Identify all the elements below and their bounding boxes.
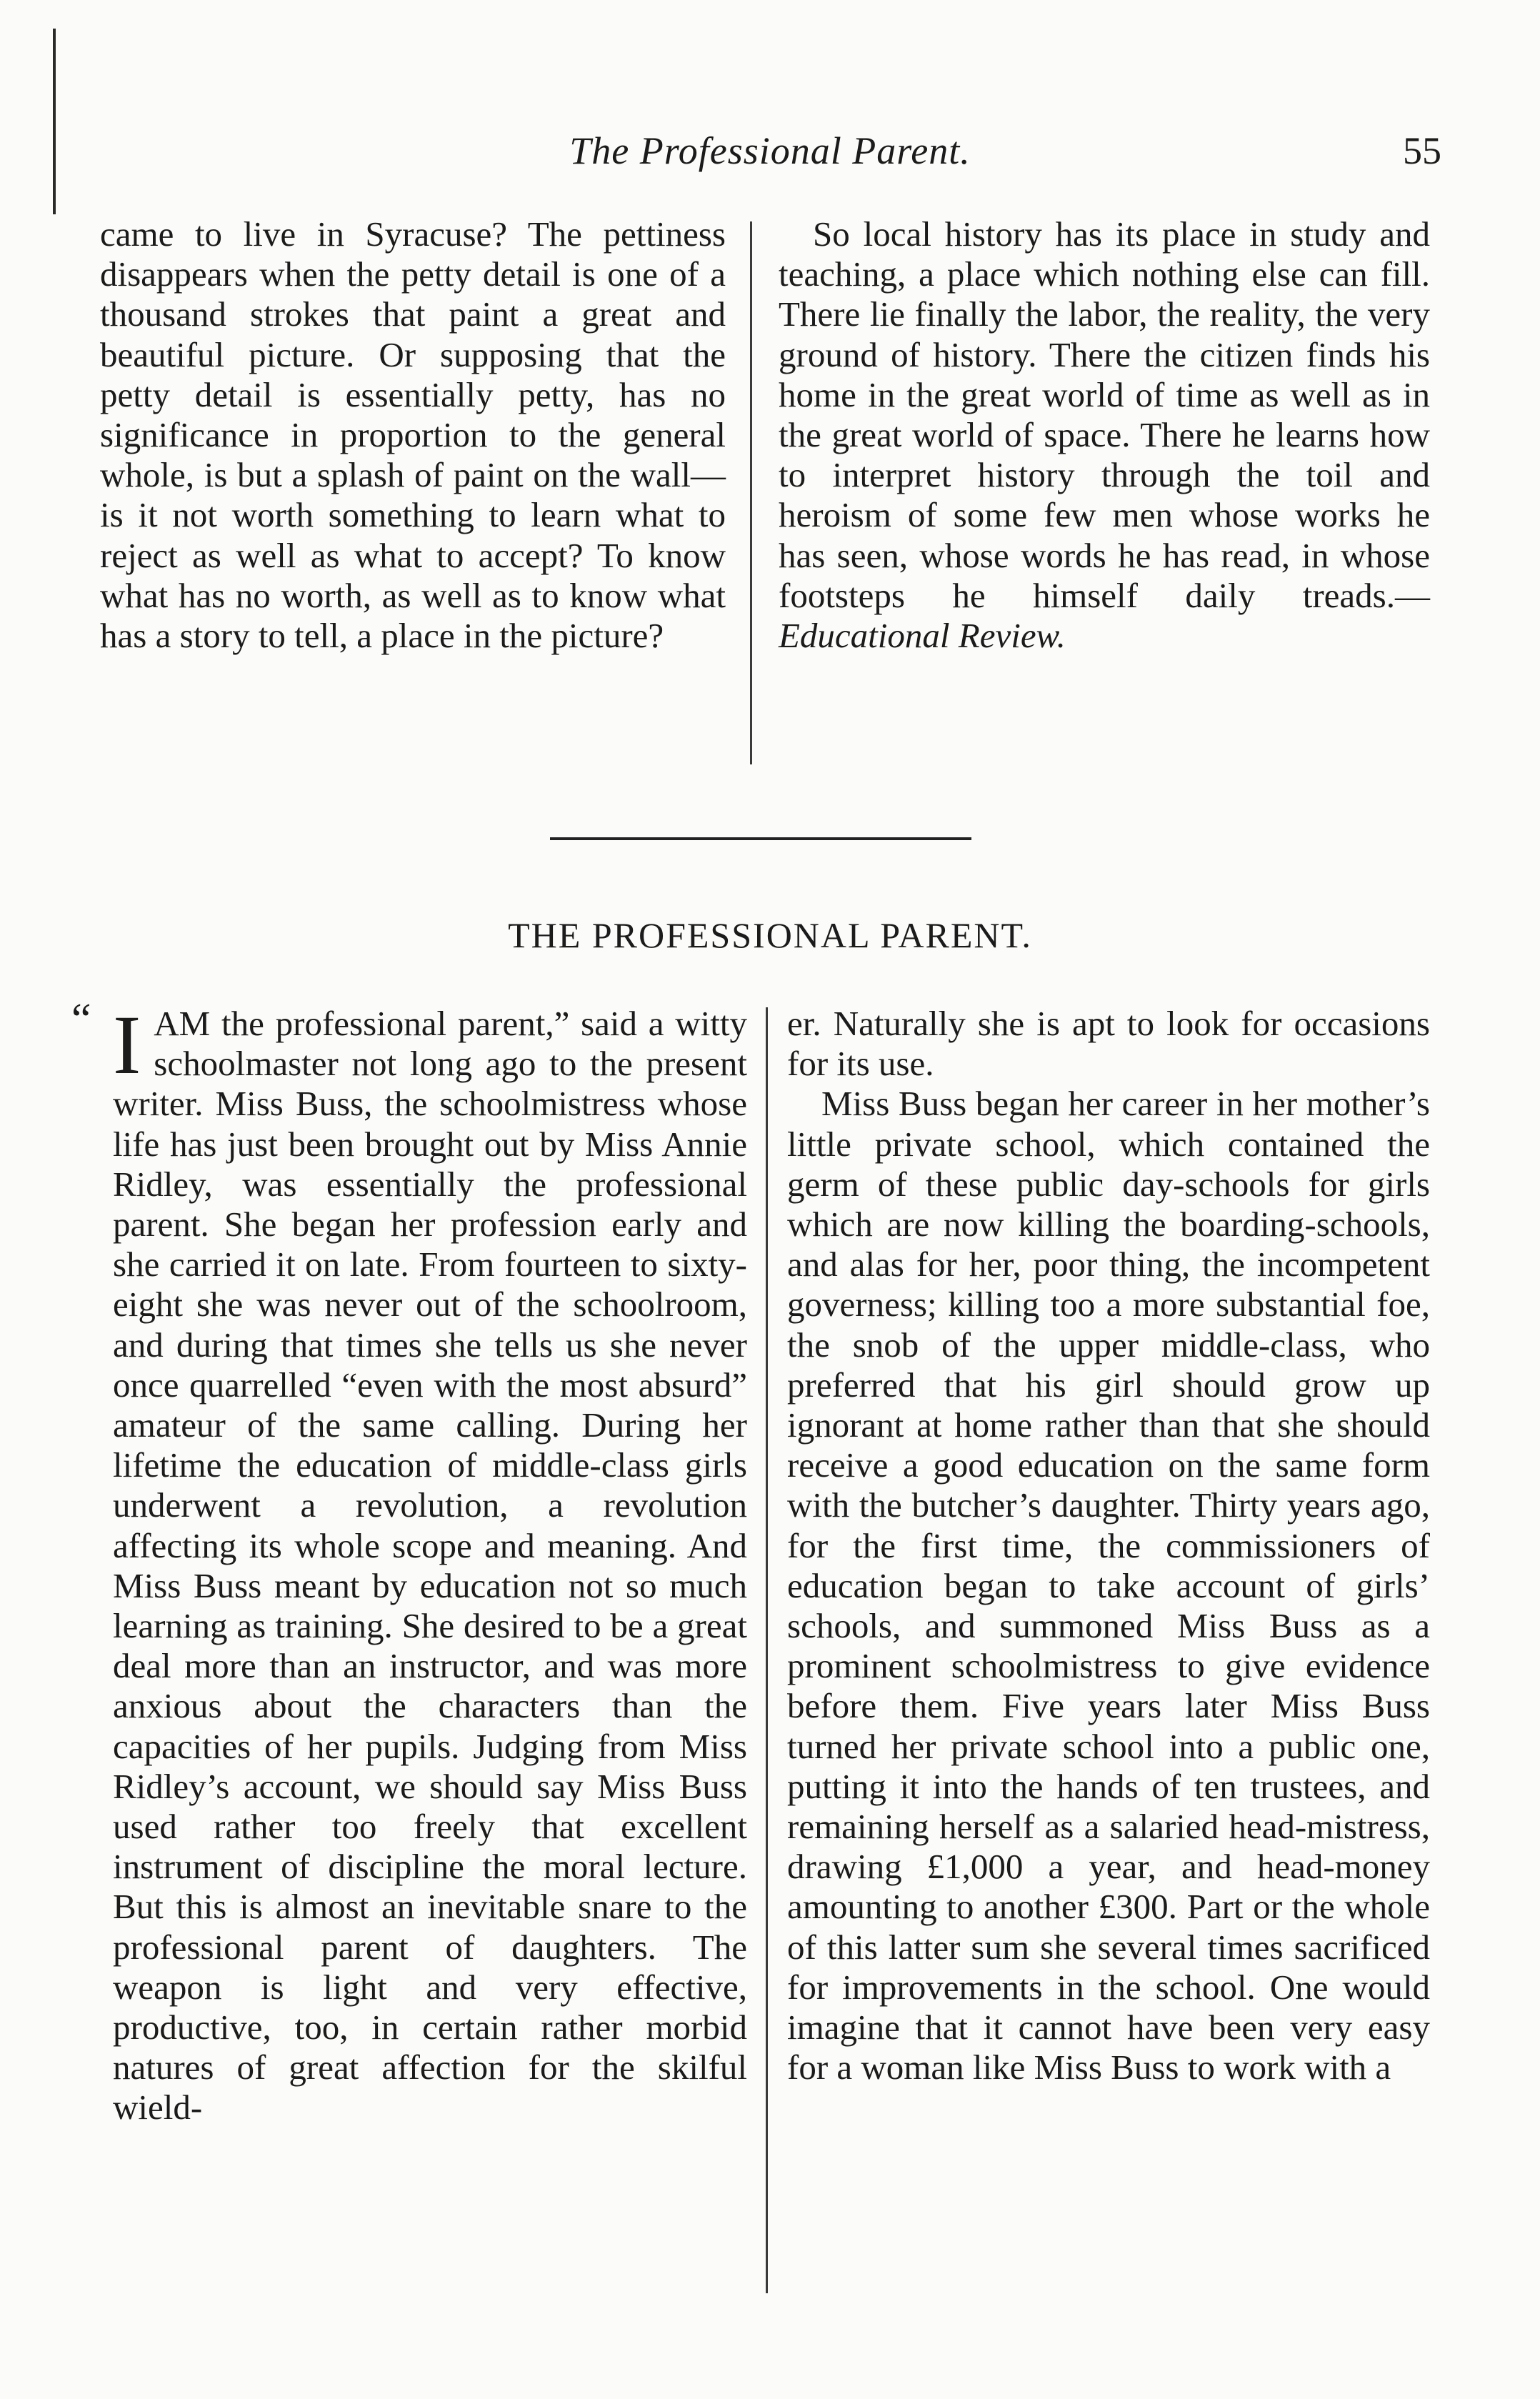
article-title: THE PROFESSIONAL PARENT.	[508, 915, 1032, 955]
opening-paragraph	[71, 995, 747, 2128]
paragraph-text: So local history has its place in study and teaching, a place which nothing else can fill. There lie finally the labor, the reality, the very ground of history. There the citizen finds his home in the great world of time as well as in the great world of space. There he learns how to interpret history through the toil and heroism of some few men whose works he has seen, whose words he has read, in whose footsteps he himself daily treads.—	[779, 214, 1430, 615]
article-right-column	[787, 1004, 1430, 2088]
paragraph: came to live in Syracuse? The pettiness disappears when the petty detail is one of a thousand strokes that paint a great and beautiful picture. Or supposing that the petty detail is essentially petty, has no significance in proportion to the general whole, is but a splash of paint on the wall—is it not worth something to learn what to reject as well as what to accept? To know what has no worth, as well as to know what has a story to tell, a place in the picture?	[100, 214, 726, 656]
top-left-column	[100, 214, 726, 656]
margin-rule	[53, 29, 56, 214]
page-number: 55	[1403, 129, 1441, 172]
paragraph	[779, 214, 1430, 656]
column-divider	[766, 1007, 768, 2293]
article-left-column	[71, 995, 747, 2128]
paragraph: Miss Buss began her career in her mother’s little private school, which contained the germ of these public day-schools for girls which are now killing the boarding-schools, and alas for her, poor thing, the incompetent governess; killing too a more substantial foe, the snob of the upper middle-class, who preferred that his girl should grow up ignorant at home rather than that she should receive a good education on the same form with the butcher’s daughter. Thirty years ago, for the first time, the commissioners of education began to take account of girls’ schools, and summoned Miss Buss as a prominent schoolmistress to give evidence before them. Five years later Miss Buss turned her private school into a public one, putting it into the hands of ten trustees, and remaining herself as a salaried head-mistress, drawing £1,000 a year, and head-money amounting to another £300. Part or the whole of this latter sum she several times sacrificed for improvements in the school. One would imagine that it cannot have been very easy for a woman like Miss Buss to work with a	[787, 1084, 1430, 2088]
section-separator	[550, 837, 971, 840]
running-head	[0, 129, 1540, 186]
source-citation: Educational Review.	[779, 616, 1066, 656]
running-title: The Professional Parent.	[569, 129, 971, 172]
paragraph: er. Naturally she is apt to look for occasions for its use.	[787, 1004, 1430, 1084]
top-right-column	[779, 214, 1430, 656]
paragraph: AM the professional parent,” said a witty schoolmaster not long ago to the present writer. Miss Buss, the schoolmistress whose life has just been brought out by Miss Annie Ridley, was essentially the professional parent. She began her profession early and she carried it on late. From fourteen to sixty-eight she was never out of the schoolroom, and during that times she tells us she never once quarrelled “even with the most absurd” amateur of the same calling. During her lifetime the education of middle-class girls underwent a revolution, a revolution affecting its whole scope and meaning. And Miss Buss meant by education not so much learning as training. She desired to be a great deal more than an instructor, and was more anxious about the characters than the capacities of her pupils. Judging from Miss Ridley’s account, we should say Miss Buss used rather too freely that excellent instrument of discipline the moral lecture. But this is almost an inevitable snare to the professional parent of daughters. The weapon is light and very effective, productive, too, in certain rather morbid natures of great affection for the skilful wield-	[113, 1004, 747, 2128]
drop-cap: I	[113, 998, 141, 1092]
column-divider	[750, 221, 752, 764]
open-quote: “	[71, 995, 91, 1044]
